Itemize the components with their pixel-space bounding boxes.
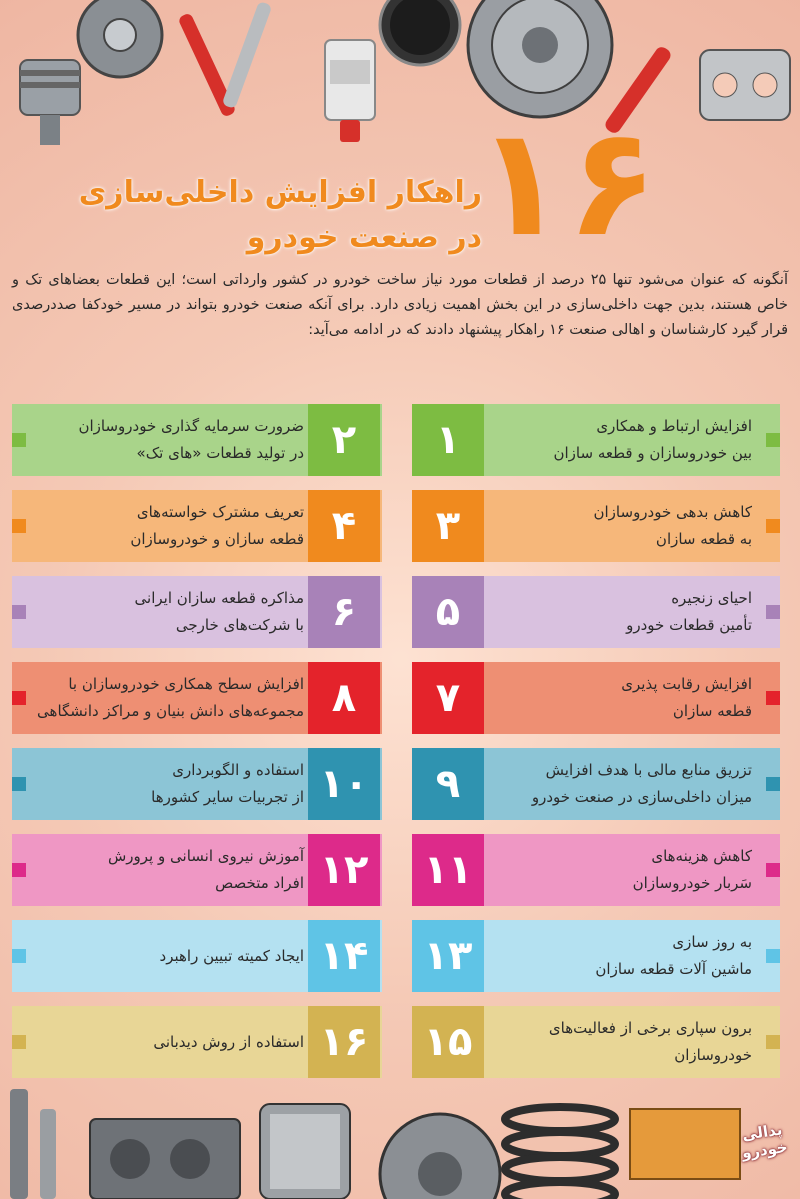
solution-text-line: از تجربیات سایر کشورها (151, 788, 304, 806)
solution-number: ۱۲ (308, 834, 380, 906)
solution-number: ۷ (412, 662, 484, 734)
bullet-square-icon (12, 777, 26, 791)
solution-text-line: افراد متخصص (215, 874, 304, 892)
solution-row (0, 748, 800, 820)
filter-box-icon (630, 1109, 740, 1179)
solution-text-line: بین خودروسازان و قطعه سازان (553, 444, 752, 462)
solution-text-line: ضرورت سرمایه گذاری خودروسازان (78, 417, 304, 435)
solution-number: ۳ (412, 490, 484, 562)
bullet-square-icon (766, 949, 780, 963)
bullet-square-icon (766, 777, 780, 791)
brake-disc-icon (78, 0, 162, 77)
title-number: ۱۶ (474, 96, 658, 270)
wrench-icon (177, 1, 272, 118)
solution-text-line: آموزش نیروی انسانی و پرورش (107, 847, 304, 865)
car-parts-bottom-illustration (0, 1049, 800, 1199)
solution-row (0, 404, 800, 476)
solution-number: ۲ (308, 404, 380, 476)
solution-row (0, 834, 800, 906)
intro-paragraph: آنگونه که عنوان می‌شود تنها ۲۵ درصد از قطعات مورد نیاز ساخت خودرو در کشور وارداتی است؛ این قطعات بعضاهای تک و خاص هستند، بدین جهت داخلی‌سازی در این بخش اهمیت زیادی دارد. برای آنکه صنعت خودرو بتواند در مسیر خودکفا صددرصدی قرار گیرد کارشناسان و اهالی صنعت ۱۶ راهکار پیشنهاد دادند که در ادامه می‌آید: (12, 272, 788, 338)
solution-text-line: استفاده و الگوبرداری (172, 761, 304, 779)
bullet-square-icon (12, 605, 26, 619)
brand-line2: خودرو (740, 1137, 789, 1163)
bullet-square-icon (766, 519, 780, 533)
solution-text-line: سَربار خودروسازان (632, 874, 752, 892)
solution-text-line: قطعه سازان و خودروسازان (130, 530, 304, 548)
solution-row (0, 662, 800, 734)
solution-text-line: کاهش بدهی خودروسازان (593, 503, 752, 521)
solution-text-line: افزایش ارتباط و همکاری (596, 417, 752, 435)
bullet-square-icon (766, 605, 780, 619)
solution-text-line: در تولید قطعات «های تک» (136, 444, 304, 462)
bullet-square-icon (12, 1035, 26, 1049)
bullet-square-icon (12, 691, 26, 705)
solution-number: ۸ (308, 662, 380, 734)
solution-text-line: استفاده از روش دیدبانی (153, 1032, 304, 1051)
solution-text-line: افزایش سطح همکاری خودروسازان با (68, 675, 304, 693)
solution-number: ۱۵ (412, 1006, 484, 1078)
solution-row (0, 490, 800, 562)
gasket-icon (700, 50, 790, 120)
solution-number: ۱۳ (412, 920, 484, 992)
page-subtitle: در صنعت خودرو (246, 220, 482, 255)
solution-text-line: با شرکت‌های خارجی (175, 616, 304, 634)
solution-number: ۹ (412, 748, 484, 820)
solution-row (0, 576, 800, 648)
solution-number: ۱۱ (412, 834, 484, 906)
shock-absorber-icon (10, 1089, 56, 1199)
solution-text-line: مجموعه‌های دانش بنیان و مراکز دانشگاهی (37, 702, 304, 720)
bullet-square-icon (766, 433, 780, 447)
solution-text-line: مذاکره قطعه سازان ایرانی (134, 589, 304, 607)
solution-number: ۱۰ (308, 748, 380, 820)
solution-text-line: خودروسازان (674, 1046, 752, 1064)
solution-number: ۶ (308, 576, 380, 648)
spring-icon (505, 1107, 615, 1199)
oil-can-icon (325, 40, 375, 142)
solution-text-line: احیای زنجیره (671, 589, 752, 607)
solution-text-line: قطعه سازان (672, 702, 752, 720)
brake-rotor-icon (380, 1114, 500, 1199)
piston-icon (20, 60, 80, 145)
bullet-square-icon (766, 691, 780, 705)
bullet-square-icon (12, 949, 26, 963)
solution-number: ۴ (308, 490, 380, 562)
brand-logo (732, 1119, 798, 1185)
solution-text-line: افزایش رقابت پذیری (621, 675, 752, 693)
solution-text-line: کاهش هزینه‌های (651, 847, 752, 865)
gauge-icon (380, 0, 460, 65)
solution-text-line: ماشین آلات قطعه سازان (595, 960, 752, 978)
bullet-square-icon (766, 863, 780, 877)
bullet-square-icon (12, 433, 26, 447)
car-parts-top-illustration (0, 0, 800, 150)
solution-number: ۱۶ (308, 1006, 380, 1078)
solution-text-line: تعریف مشترک خواسته‌های (136, 503, 304, 521)
solution-text-line: برون سپاری برخی از فعالیت‌های (548, 1019, 752, 1037)
solution-text-line: ایجاد کمیته تبیین راهبرد (159, 946, 304, 965)
solution-number: ۱ (412, 404, 484, 476)
engine-block-icon (90, 1119, 240, 1199)
solution-row (0, 920, 800, 992)
solution-text-line: به قطعه سازان (655, 530, 752, 548)
solution-number: ۱۴ (308, 920, 380, 992)
air-filter-icon (260, 1104, 350, 1199)
bullet-square-icon (12, 519, 26, 533)
bullet-square-icon (766, 1035, 780, 1049)
solution-text-line: تزریق منابع مالی با هدف افزایش (545, 761, 752, 779)
solution-text-line: به روز سازی (672, 933, 752, 951)
page-title: راهکار افزایش داخلی‌سازی (78, 175, 482, 210)
solution-text-line: تأمین قطعات خودرو (626, 616, 752, 634)
brand-line1: پدالی (741, 1120, 784, 1144)
solution-text-line: میزان داخلی‌سازی در صنعت خودرو (531, 788, 752, 806)
bullet-square-icon (12, 863, 26, 877)
solution-number: ۵ (412, 576, 484, 648)
